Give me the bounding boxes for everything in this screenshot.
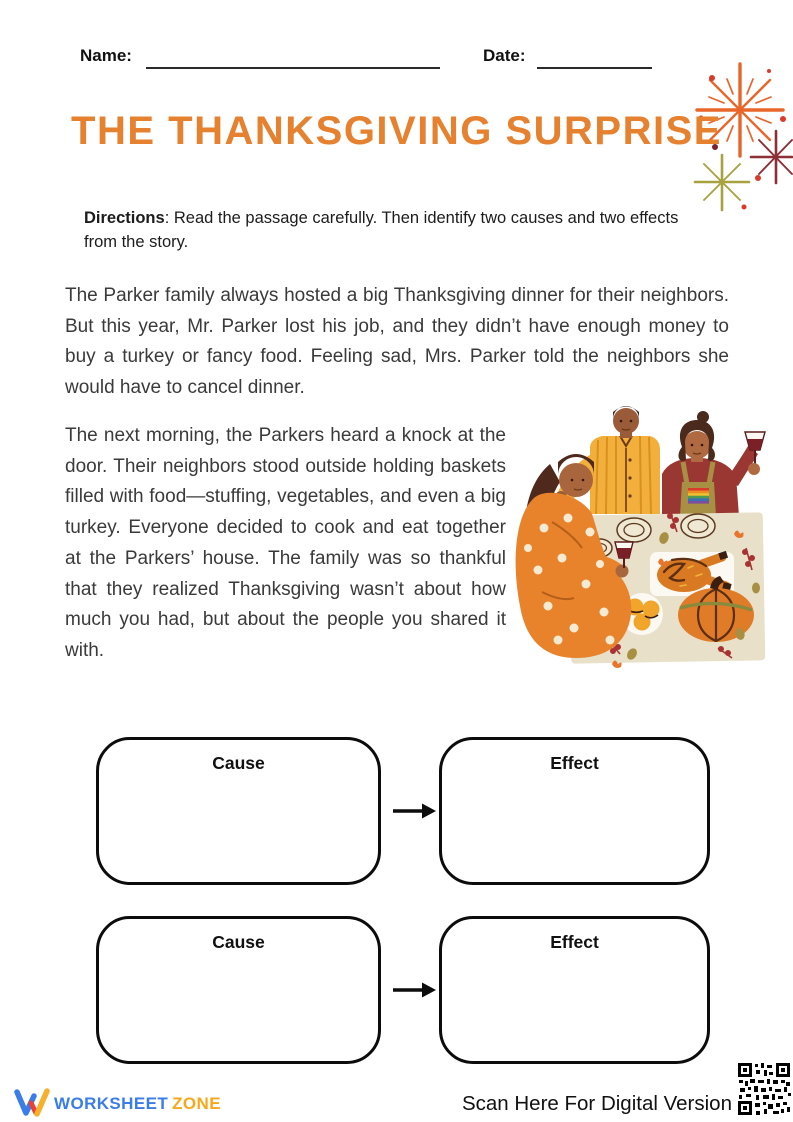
worksheetzone-logo-icon — [14, 1087, 50, 1117]
directions-text: Directions: Read the passage carefully. Then identify two causes and two effects from the story. — [84, 208, 679, 251]
effect-box-2-label: Effect — [550, 932, 599, 952]
worksheetzone-logo-text — [54, 1094, 221, 1114]
logo-zone-text: ZONE — [172, 1094, 221, 1113]
effect-box-1[interactable] — [439, 737, 710, 885]
cause-effect-arrow-1 — [391, 802, 437, 820]
scan-here-label: Scan Here For Digital Version — [461, 1092, 732, 1115]
effect-box-2[interactable] — [439, 916, 710, 1064]
name-label: Name: — [80, 46, 132, 65]
cause-effect-arrow-2 — [391, 981, 437, 999]
passage-paragraph-2: The next morning, the Parkers heard a knock at the door. Their neighbors stood outside holding baskets filled with food—stuffing, vegetables, and even a big turkey. Everyone decided to cook and eat together at the Parkers’ house. The family was so thankful that they realized Thanksgiving wasn’t about how much you had, but about the people you shared it with. — [65, 425, 506, 661]
cause-box-2-label: Cause — [212, 932, 265, 952]
page-title: THE THANKSGIVING SURPRISE — [71, 109, 722, 153]
cause-box-1-label: Cause — [212, 753, 265, 773]
logo-worksheet-text: WORKSHEET — [54, 1094, 169, 1113]
cause-box-1[interactable] — [96, 737, 381, 885]
date-input-line[interactable] — [537, 47, 652, 69]
effect-box-1-label: Effect — [550, 753, 599, 773]
thanksgiving-dinner-illustration — [512, 402, 793, 674]
directions-label: Directions — [84, 208, 165, 227]
cause-box-2[interactable] — [96, 916, 381, 1064]
qr-code — [737, 1062, 791, 1116]
woman-right-figure — [662, 411, 765, 516]
date-label: Date: — [483, 46, 526, 65]
rainbow-patch — [688, 488, 709, 504]
name-input-line[interactable] — [146, 47, 440, 69]
passage-paragraph-1: The Parker family always hosted a big Thanksgiving dinner for their neighbors. But this year, Mr. Parker lost his job, and they didn’t have enough money to buy a turkey or fancy food. Feeling sad, Mrs. Parker told the neighbors she would have to cancel dinner. — [65, 285, 729, 399]
